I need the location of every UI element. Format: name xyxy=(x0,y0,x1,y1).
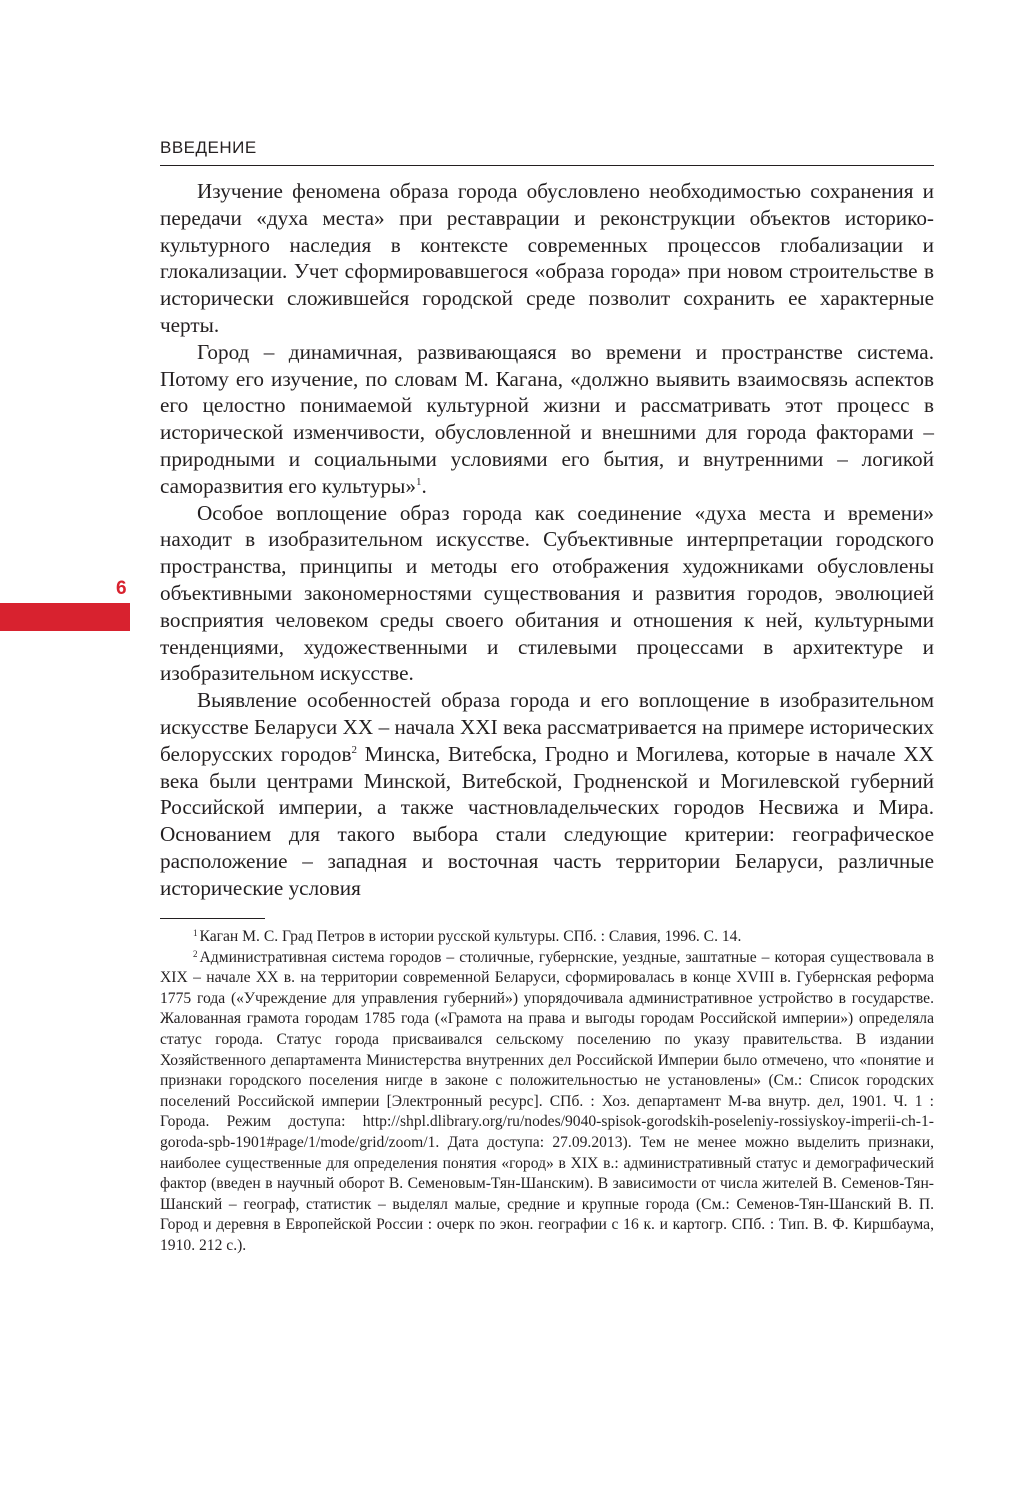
footnote-ref: 1 xyxy=(415,475,422,488)
paragraph-text: Изучение феномена образа города обусловлено необходимостью сохранения и передачи «духа места» при реставрации и реконструкции объектов историко-культурного наследия в контексте современных процессов глобализации и глокализации. Учет сформировавшегося «образа города» при новом строительстве в исторически сложившейся городской среде позволит сохранить ее характерные черты. xyxy=(160,179,934,337)
main-text xyxy=(160,178,934,902)
paragraph xyxy=(160,687,934,901)
footnote xyxy=(160,948,934,1257)
paragraph-text: Минска, Витебска, Гродно и Могилева, которые в начале ХХ века были центрами Минской, Витебской, Гродненской и Могилевской губерний Российской империи, а также частновладельческих городов Несвижа и Мира. Основанием для такого выбора стали следующие критерии: географическое расположение – западная и восточная часть территории Беларуси, различные исторические условия xyxy=(160,741,934,900)
footnote-number: 2 xyxy=(193,948,198,959)
paragraph: Город – динамичная, развивающаяся во времени и пространстве система. Потому его изучение, по словам М. Кагана, «должно выявить взаимосвязь аспектов его целостно понимаемой культурной жизни и рассматривать этот процесс в исторической изменчивости, обусловленной и внешними для города факторами – природными и социальными условиями его бытия, и внутренними – логикой саморазвития его культуры»$^1$. xyxy=(160,339,934,498)
section-title: ВВЕДЕНИЕ xyxy=(160,138,257,157)
paragraph-text: Особое воплощение образ города как соединение «духа места и времени» находит в изобразительном искусстве. Субъективные интерпретации городского пространства, принципы и методы его отображения художниками обусловлены объективными закономерностями существования и развития городов, эволюцией восприятия человеком среды своего обитания и отношения к ней, культурными тенденциями, художественными и стилевыми процессами в архитектуре и изобразительном искусстве. xyxy=(160,500,934,686)
paragraph-text: Выявление особенностей образа города и его воплощение в изобразительном искусстве Беларуси ХХ – начала ХХI века рассматривается на примере исторических белорусских городов xyxy=(160,688,934,766)
paragraph-text: Город – динамичная, развивающаяся во времени и пространстве система. Потому его изучение, по словам М. Кагана, «должно выявить взаимосвязь аспектов его целостно понимаемой культурной жизни и рассматривать этот процесс в исторической изменчивости, обусловленной и внешними для города факторами – природными и социальными условиями его бытия, и внутренними – логикой саморазвития его культуры» xyxy=(160,339,934,498)
page-tab-marker xyxy=(0,603,130,631)
page-number: 6 xyxy=(116,578,127,599)
footnote-text: Административная система городов – столичные, губернские, уездные, заштатные – которая существовала в ХIХ – начале ХХ в. на территории современной Беларуси, сформировалась в конце ХVIII в. Губернская реформа 1775 года («Учреждение для управления губерний») упорядочивала административное устройство в государстве. Жалованная грамота городам 1785 года («Грамота на права и выгоды городам Российской империи») определяла статус города. Статус города присваивался сельскому поселению по указу правительства. В издании Хозяйственного департамента Министерства внутренних дел Российской Империи было отмечено, что «понятие и признаки городского поселения нигде в законе с положительностью не установлены» (См.: Список городских поселений Российской империи [Электронный ресурс]. СПб. : Хоз. департамент М-ва внутр. дел, 1901. Ч. 1 : Города. Режим доступа: http://shpl.dlibrary.org/ru/nodes/9040-spisok-gorodskih-poseleniy-rossiyskoy-imperii-ch-1-goroda-spb-1901#page/1/mode/grid/zoom/1. Дата доступа: 27.09.2013). Тем не менее можно выделить признаки, наиболее существенные для определения понятия «город» в ХIХ в.: административный статус и демографический фактор (введен в научный оборот В. Семеновым-Тян-Шанским). В зависимости от числа жителей В. Семенов-Тян-Шанский – географ, статистик – выделял малые, средние и крупные города (См.: Семенов-Тян-Шанский В. П. Город и деревня в Европейской России : очерк по экон. географии с 16 к. и картогр. СПб. : Тип. В. Ф. Киршбаума, 1910. 212 с.). xyxy=(160,948,934,1254)
footnote-number: 1 xyxy=(193,928,198,938)
footnotes xyxy=(160,927,934,1257)
paragraph xyxy=(160,178,934,339)
paragraph xyxy=(160,500,934,688)
footnote-divider xyxy=(160,918,265,919)
footnote-text: Каган М. С. Град Петров в истории русской культуры. СПб. : Славия, 1996. С. 14. xyxy=(199,928,742,945)
footnote xyxy=(160,927,934,948)
running-header xyxy=(160,137,934,166)
footnote-ref: 2 xyxy=(351,743,357,756)
